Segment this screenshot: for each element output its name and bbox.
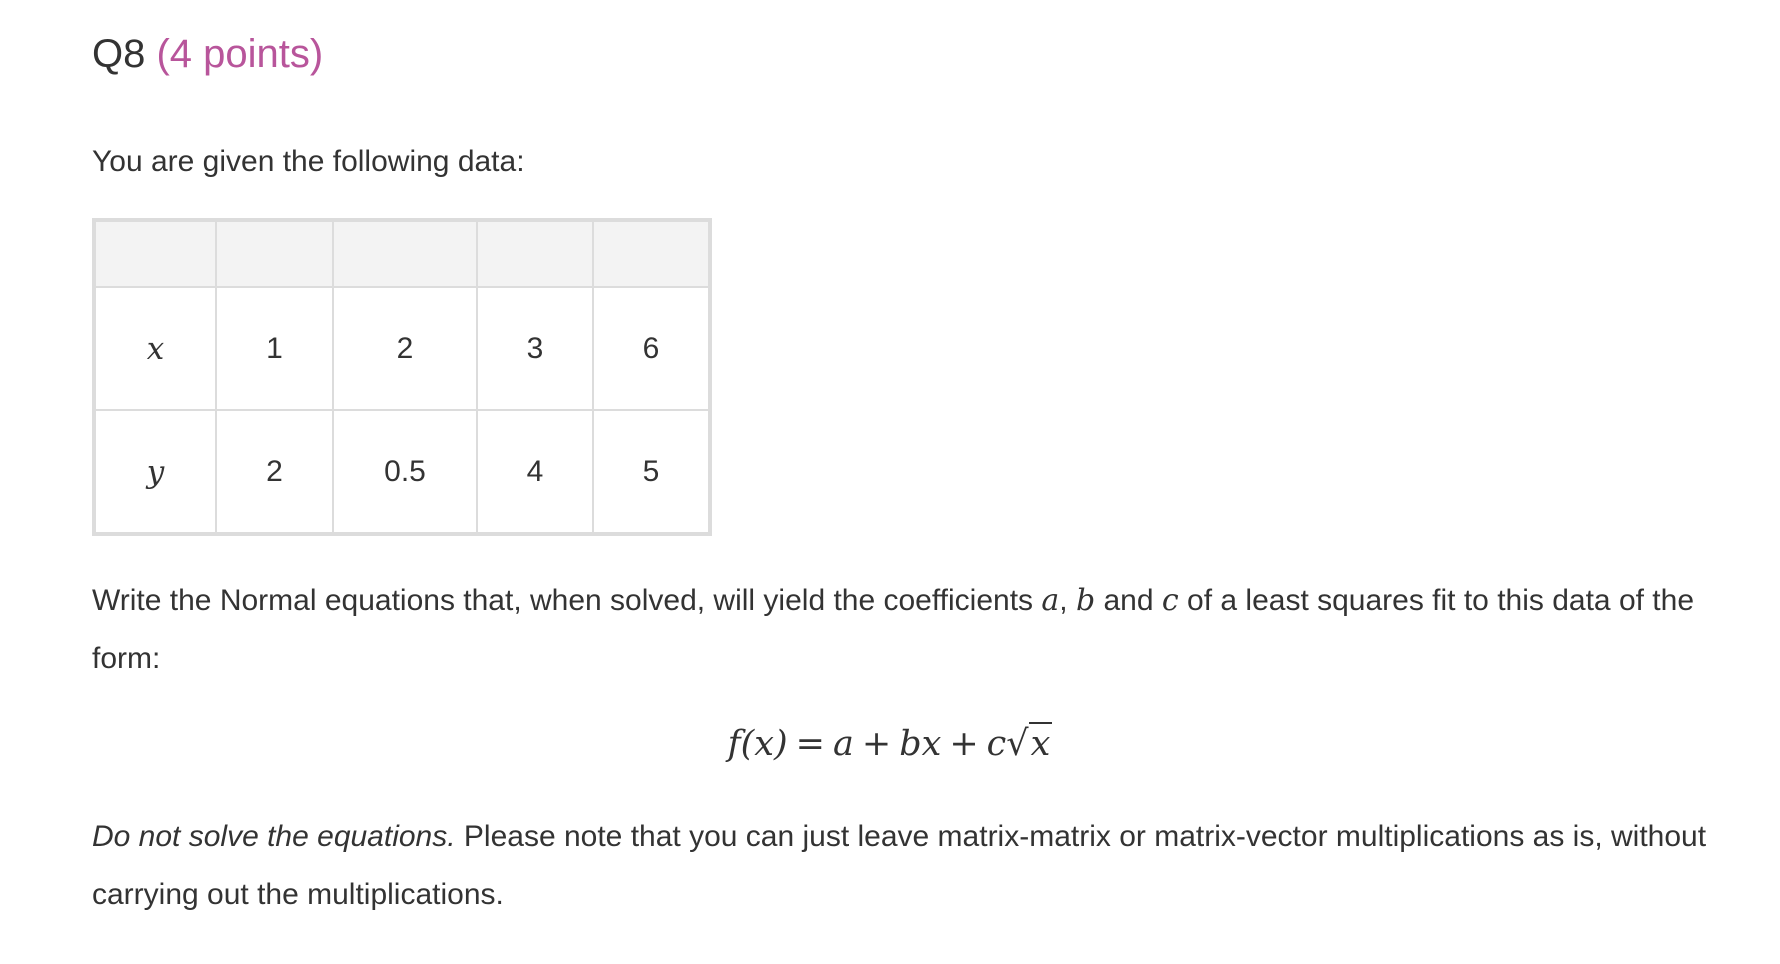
row-label-x xyxy=(94,287,216,410)
instruction-text-end: of a least squares fit to this data of the form: xyxy=(92,584,1695,675)
header-cell xyxy=(477,220,593,287)
formula-plus: + xyxy=(861,724,892,764)
data-table xyxy=(92,218,712,536)
formula-equals: = xyxy=(795,724,825,764)
model-formula xyxy=(0,718,1780,770)
formula-c: c xyxy=(986,724,1007,764)
formula-plus: + xyxy=(949,724,979,764)
var-c: c xyxy=(1161,583,1179,618)
table-header xyxy=(94,220,710,287)
sqrt-icon: √ xyxy=(1006,724,1029,764)
table-cell: 5 xyxy=(593,410,710,534)
row-label-text: x xyxy=(146,330,165,367)
formula-a: a xyxy=(832,724,854,764)
sqrt-argument: x xyxy=(1030,724,1051,764)
instruction-comma: , xyxy=(1059,584,1076,617)
note-emphasis: Do not solve the equations. xyxy=(92,820,456,853)
table-cell: 2 xyxy=(216,410,333,534)
table-cell: 0.5 xyxy=(333,410,477,534)
header-cell xyxy=(94,220,216,287)
table-cell: 2 xyxy=(333,287,477,410)
header-cell xyxy=(593,220,710,287)
row-label-y xyxy=(94,410,216,534)
question-header xyxy=(92,30,323,78)
question-number: Q8 xyxy=(92,32,146,76)
question-points: (4 points) xyxy=(156,32,324,76)
table-row-x xyxy=(94,287,710,410)
instruction-and: and xyxy=(1095,584,1162,617)
var-b: b xyxy=(1075,583,1096,618)
intro-text: You are given the following data: xyxy=(92,145,525,178)
table-header-row xyxy=(94,220,710,287)
table-cell: 3 xyxy=(477,287,593,410)
instruction-paragraph xyxy=(92,572,1732,688)
formula-lhs: f(x) xyxy=(727,724,788,764)
note-paragraph xyxy=(92,808,1732,924)
table-row-y xyxy=(94,410,710,534)
table-cell: 6 xyxy=(593,287,710,410)
header-cell xyxy=(216,220,333,287)
instruction-text: Write the Normal equations that, when solved, will yield the coefficients xyxy=(92,584,1042,617)
var-a: a xyxy=(1041,583,1060,618)
row-label-text: y xyxy=(146,453,165,490)
formula-bx: bx xyxy=(899,724,942,764)
table-cell: 4 xyxy=(477,410,593,534)
sqrt-expression xyxy=(1006,718,1052,770)
note-text: Please note that you can just leave matrix-matrix or matrix-vector multiplications as is, without carrying out the multiplications. xyxy=(92,820,1707,911)
table-cell: 1 xyxy=(216,287,333,410)
header-cell xyxy=(333,220,477,287)
